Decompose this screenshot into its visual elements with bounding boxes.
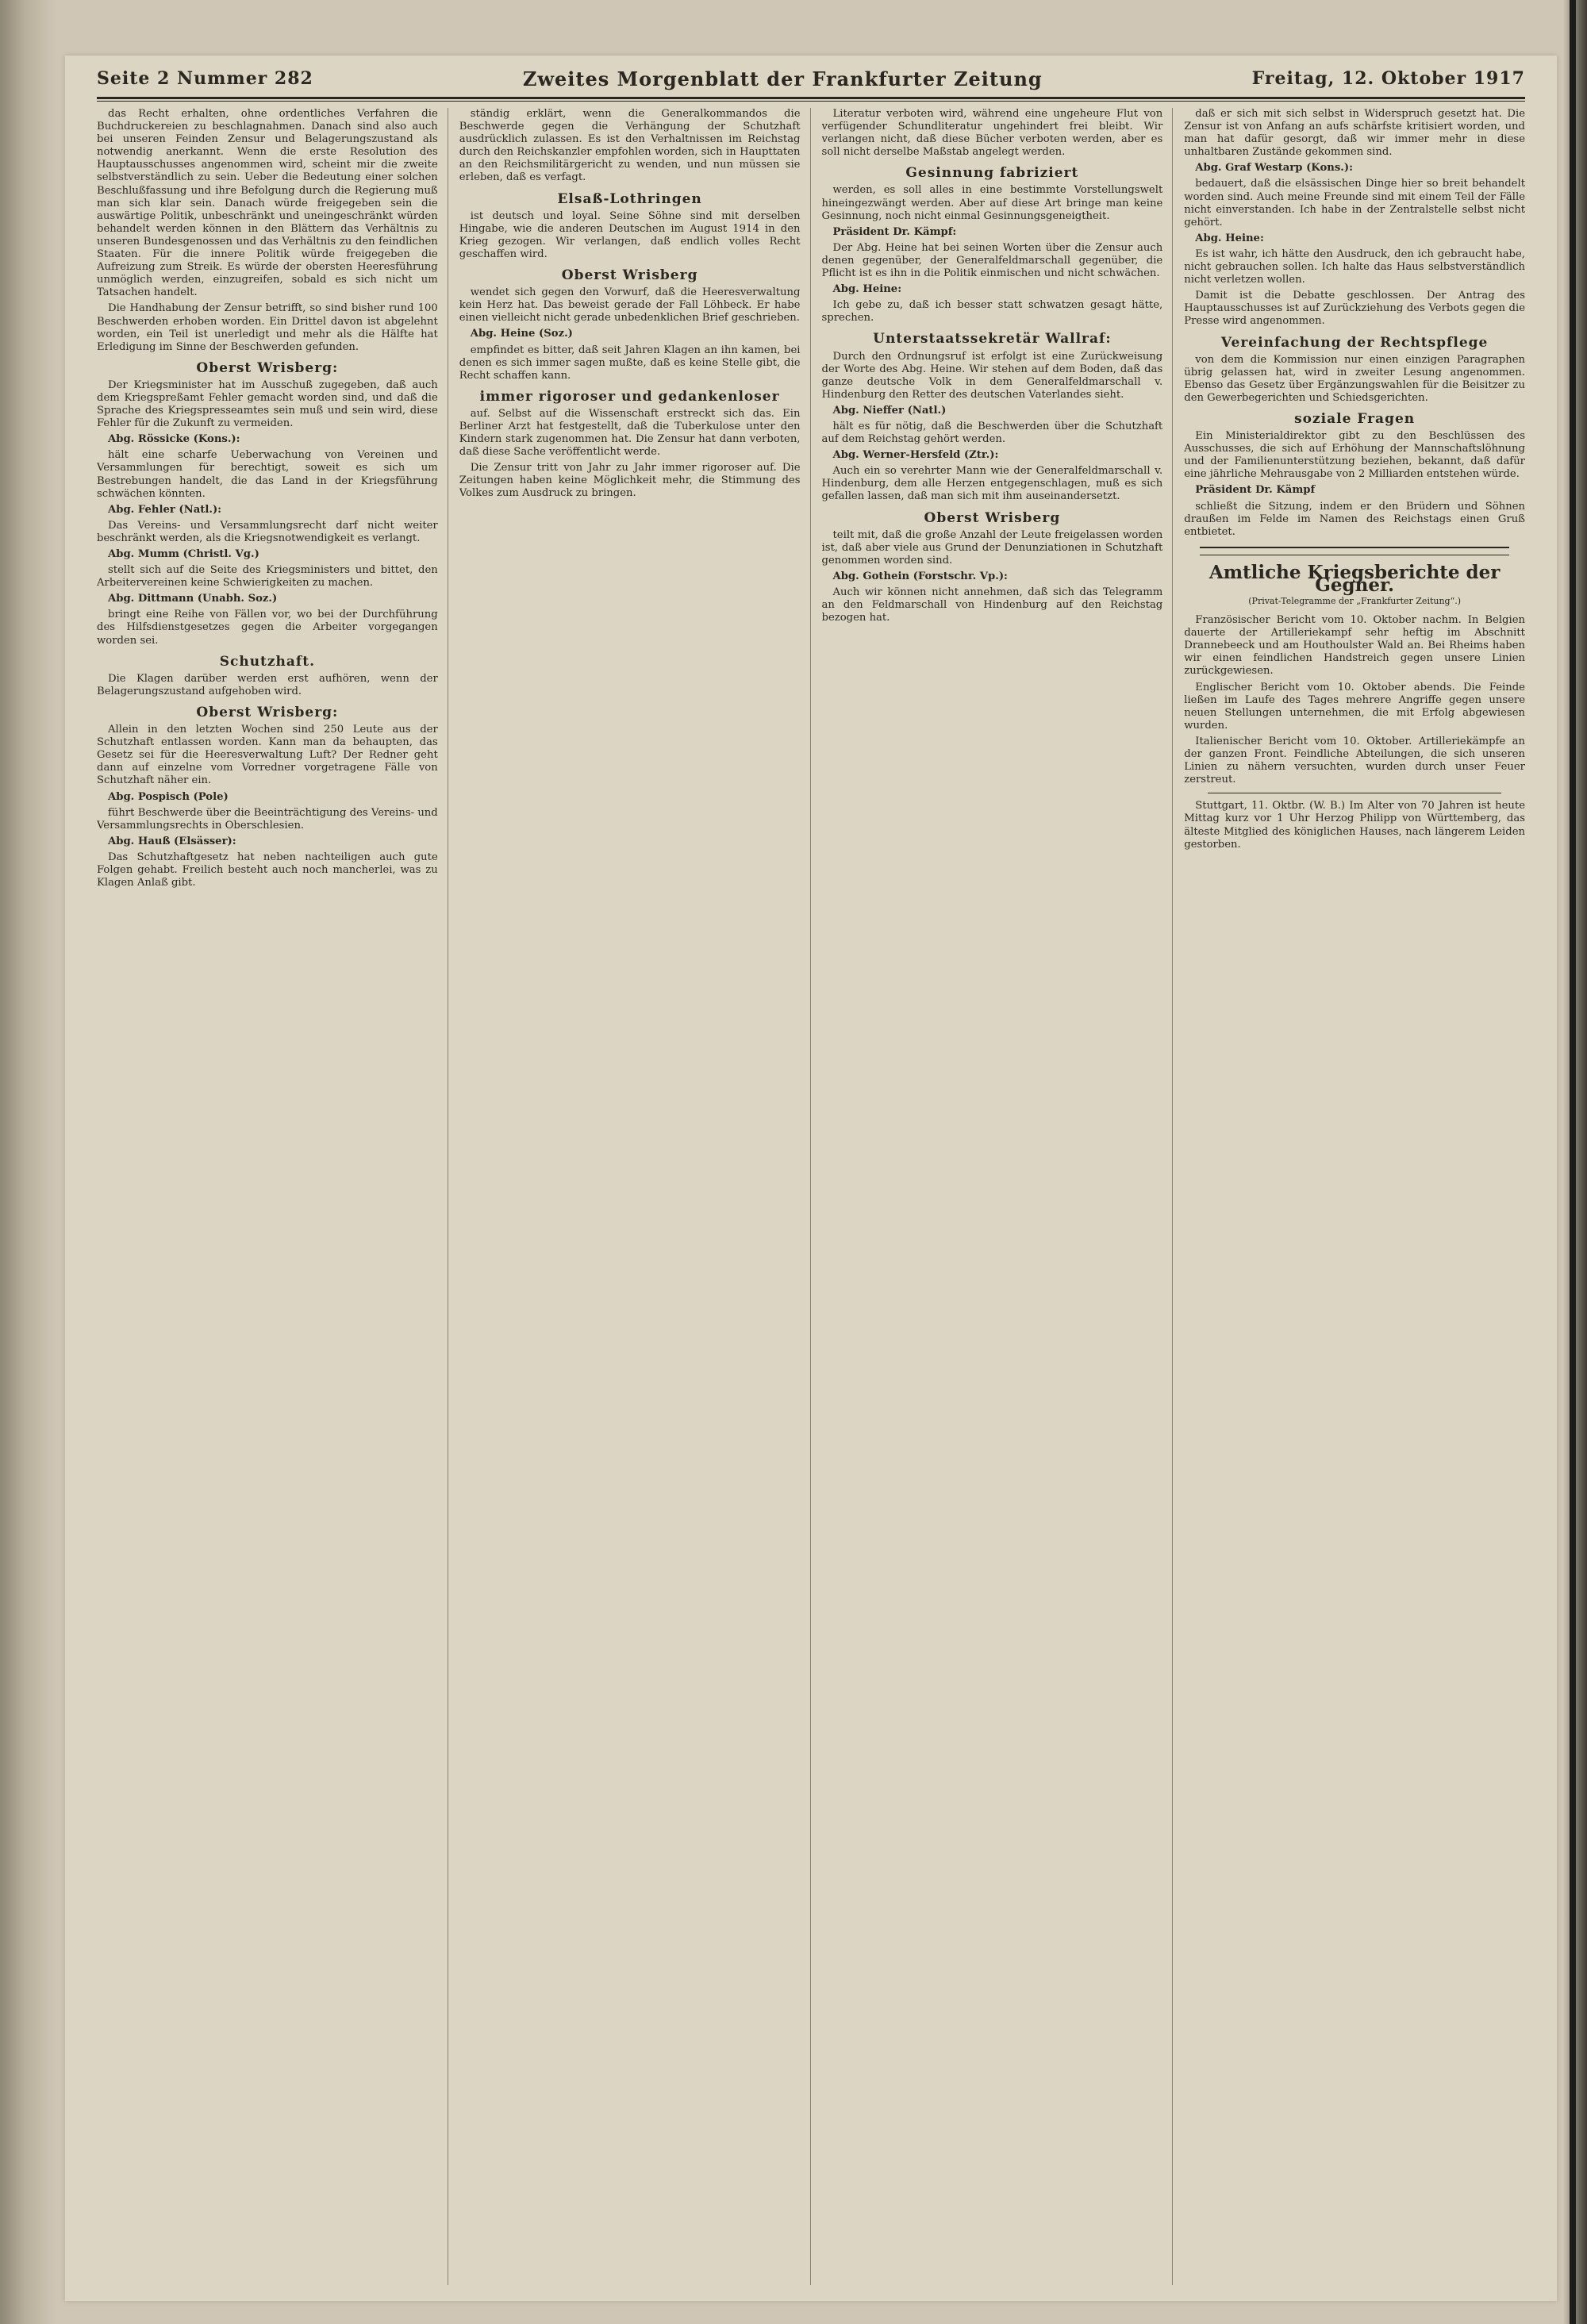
book-binding [0, 0, 56, 2324]
speaker: Abg. Fehler (Natl.): [108, 503, 222, 516]
speaker: Präsident Dr. Kämpf [1195, 484, 1316, 497]
speaker: Abg. Mumm (Christl. Vg.) [108, 548, 259, 560]
paragraph: Auch ein so verehrter Mann wie der Generalfeldmarschall v. Hindenburg, dem alle Herzen entgegenschlagen, muß es sich gefallen lassen, daß man sich mit ihm auseinandersetzt. [821, 465, 1163, 503]
section-heading: Unterstaatssekretär Wallraf: [873, 331, 1112, 348]
paragraph: Auch wir können nicht annehmen, daß sich das Telegramm an den Feldmarschall von Hindenburg auf den Reichstag bezogen hat. [821, 586, 1163, 624]
speaker: Abg. Graf Westarp (Kons.): [1195, 162, 1353, 175]
section-title: Amtliche Kriegsberichte der Gegner. [1209, 561, 1501, 596]
paragraph: empfindet es bitter, daß seit Jahren Klagen an ihn kamen, bei denen es sich immer sagen mußte, daß es keine Stelle gibt, die Recht schaffen kann. [459, 344, 801, 382]
paragraph: Es ist wahr, ich hätte den Ausdruck, den ich gebraucht habe, nicht gebrauchen sollen. Ich halte das Haus selbstverständlich nicht verletzen wollen. [1184, 248, 1525, 286]
newspaper-title: Zweites Morgenblatt der Frankfurter Zeitung [522, 67, 1043, 90]
section-heading: immer rigoroser und gedankenloser [479, 388, 780, 405]
speaker: Präsident Dr. Kämpf: [832, 225, 957, 238]
paragraph: Literatur verboten wird, während eine ungeheure Flut von verfügender Schundliteratur ungehindert frei bleibt. Wir verlangen nicht, daß diese Bücher verboten werden, aber es soll nicht derselbe Maßstab angelegt werden. [821, 108, 1163, 159]
masthead-rule-thin [97, 101, 1525, 102]
column-4 [1184, 108, 1525, 2285]
paragraph: auf. Selbst auf die Wissenschaft erstreckt sich das. Ein Berliner Arzt hat festgestellt, daß die Tuberkulose unter den Kindern stark zugenommen hat. Die Zensur hat dann verboten, daß diese Sache veröffentlicht werde. [459, 407, 801, 459]
paragraph: führt Beschwerde über die Beeinträchtigung des Vereins- und Versammlungsrechts in Oberschlesien. [97, 806, 438, 832]
speaker: Abg. Heine: [832, 283, 902, 296]
paragraph: Englischer Bericht vom 10. Oktober abends. Die Feinde ließen im Laufe des Tages mehrere Angriffe gegen unsere neuen Stellungen unternehmen, die mit Erfolg abgewiesen wurden. [1184, 681, 1525, 732]
paragraph: Die Zensur tritt von Jahr zu Jahr immer rigoroser auf. Die Zeitungen haben keine Möglichkeit mehr, die Stimmung des Volkes zum Ausdruck zu bringen. [459, 462, 801, 500]
section-heading: Oberst Wrisberg: [196, 359, 339, 376]
paragraph: schließt die Sitzung, indem er den Brüdern und Söhnen draußen im Felde im Namen des Reichstags einen Gruß entbietet. [1184, 500, 1525, 538]
issue-date: Freitag, 12. Oktober 1917 [1251, 68, 1525, 89]
paragraph: hält es für nötig, daß die Beschwerden über die Schutzhaft auf dem Reichstag gehört werden. [821, 420, 1163, 446]
paragraph: Das Vereins- und Versammlungsrecht darf nicht weiter beschränkt werden, als die Kriegsnotwendigkeit es verlangt. [97, 519, 438, 544]
masthead [97, 62, 1525, 95]
paragraph: Französischer Bericht vom 10. Oktober nachm. In Belgien dauerte der Artilleriekampf sehr heftig im Abschnitt Drannebeeck und am Houthoulster Wald an. Bei Rheims haben wir einen feindlichen Handstreich gegen unsere Linien zurückgewiesen. [1184, 614, 1525, 678]
paragraph: das Recht erhalten, ohne ordentliches Verfahren die Buchdruckereien zu beschlagnahmen. Danach sind also auch bei unseren Feinden Zensur und Belagerungszustand als notwendig anerkannt. Wenn die erste Resolution des Hauptausschusses angenommen wird, scheint mir die zweite selbstverständlich zu sein. Ueber die Bedeutung einer solchen Beschlußfassung und ihre Befolgung durch die Regierung muß man sich klar sein. Danach würde freigegeben sein die auswärtige Politik, unbeschränkt und uneingeschränkt würden behandelt werden können in den Blättern das Verhältnis zu unseren Bundesgenossen und das Verhältnis zu den feindlichen Staaten. Für die innere Politik würde freigegeben die Aufreizung zum Streik. Es würde der obersten Heeresführung unmöglich werden, einzugreifen, sobald es sich nicht um Tatsachen handelt. [97, 108, 438, 299]
section-heading: Elsaß-Lothringen [557, 190, 702, 207]
speaker: Abg. Heine: [1195, 232, 1264, 244]
paragraph: Der Abg. Heine hat bei seinen Worten über die Zensur auch denen gegenüber, der Generalfeldmarschall gegenüber, die Pflicht ist es ihn in die Politik einmischen und nicht schwächen. [821, 241, 1163, 280]
paragraph: ist deutsch und loyal. Seine Söhne sind mit derselben Hingabe, wie die anderen Deutschen im August 1914 in den Krieg gezogen. Wir verlangen, daß endlich volles Recht geschaffen wird. [459, 209, 801, 260]
section-heading: Oberst Wrisberg: [196, 704, 339, 720]
paragraph: bringt eine Reihe von Fällen vor, wo bei der Durchführung des Hilfsdienstgesetzes gegen die Arbeiter vorgegangen worden sei. [97, 609, 438, 647]
masthead-rule [97, 97, 1525, 99]
section-heading: Schutzhaft. [219, 653, 316, 670]
paragraph: von dem die Kommission nur einen einzigen Paragraphen übrig gelassen hat, wird in zweiter Lesung angenommen. Ebenso das Gesetz über Ergänzungswahlen für die Beisitzer zu den Gewerbegerichten und Schiedsgerichten. [1184, 353, 1525, 404]
speaker: Abg. Rössicke (Kons.): [108, 433, 240, 446]
paragraph: Italienischer Bericht vom 10. Oktober. Artilleriekämpfe an der ganzen Front. Feindliche Abteilungen, die sich unseren Linien zu nähern versuchten, wurden durch unser Feuer zerstreut. [1184, 735, 1525, 786]
speaker: Abg. Dittmann (Unabh. Soz.) [108, 593, 278, 605]
speaker: Abg. Werner-Hersfeld (Ztr.): [832, 449, 999, 462]
paragraph: Allein in den letzten Wochen sind 250 Leute aus der Schutzhaft entlassen worden. Kann man da behaupten, das Gesetz sei für die Heeresverwaltung Luft? Der Redner geht dann auf einzelne vom Vorredner vorgetragene Fälle von Schutzhaft näher ein. [97, 724, 438, 787]
section-subtitle: (Privat-Telegramme der „Frankfurter Zeitung“.) [1248, 596, 1461, 606]
page-number: Seite 2 Nummer 282 [97, 68, 313, 89]
columns [97, 108, 1525, 2285]
section-heading: Oberst Wrisberg [561, 267, 698, 284]
section-heading: soziale Fragen [1294, 410, 1416, 427]
speaker: Abg. Nieffer (Natl.) [832, 404, 947, 417]
paragraph: daß er sich mit sich selbst in Widerspruch gesetzt hat. Die Zensur ist von Anfang an aufs schärfste kritisiert worden, und man hat dafür gesorgt, daß wir immer mehr in diese unhaltbaren Zustände gekommen sind. [1184, 108, 1525, 159]
paragraph: werden, es soll alles in eine bestimmte Vorstellungswelt hineingezwängt werden. Aber auf diese Art bringe man keine Gesinnung, noch nicht einmal Gesinnungsgeneigtheit. [821, 184, 1163, 222]
page-edge [1563, 0, 1587, 2324]
paragraph: ständig erklärt, wenn die Generalkommandos die Beschwerde gegen die Verhängung der Schutzhaft ausdrücklich zulassen. Es ist den Verhaltnissen im Reichstag durch den Reichskanzler empfohlen worden, sich in Haupttaten an den Reichsmilitärgericht zu wenden, und nun müssen sie erleben, daß es verfagt. [459, 108, 801, 184]
newspaper-page [65, 56, 1557, 2301]
section-heading: Vereinfachung der Rechtspflege [1220, 334, 1489, 351]
speaker: Abg. Pospisch (Pole) [108, 790, 229, 803]
speaker: Abg. Hauß (Elsässer): [108, 835, 236, 847]
column-1 [97, 108, 448, 2285]
paragraph: bedauert, daß die elsässischen Dinge hier so breit behandelt worden sind. Auch meine Freunde sind mit einem Teil der Fälle nicht einverstanden. Ich habe in der Zentralstelle selbst nicht gehört. [1184, 178, 1525, 229]
paragraph: Durch den Ordnungsruf ist erfolgt ist eine Zurückweisung der Worte des Abg. Heine. Wir stehen auf dem Boden, daß das ganze deutsche Volk in dem Generalfeldmarschall v. Hindenburg den Retter des deutschen Vaterlandes sieht. [821, 350, 1163, 401]
paragraph: Damit ist die Debatte geschlossen. Der Antrag des Hauptausschusses ist auf Zurückziehung des Verbots gegen die Presse wird angenommen. [1184, 290, 1525, 328]
column-3 [822, 108, 1174, 2285]
paragraph: wendet sich gegen den Vorwurf, daß die Heeresverwaltung kein Herz hat. Das beweist gerade der Fall Löhbeck. Er habe einen vielleicht nicht gerade unbedenklichen Brief geschrieben. [459, 286, 801, 325]
paragraph: Der Kriegsminister hat im Ausschuß zugegeben, daß auch dem Kriegspreßamt Fehler gemacht worden sind, und daß die Sprache des Kriegspresseamtes sein muß und sein wird, diese Fehler für die Zukunft zu vermeiden. [97, 378, 438, 430]
paragraph: Stuttgart, 11. Oktbr. (W. B.) Im Alter von 70 Jahren ist heute Mittag kurz vor 1 Uhr Herzog Philipp von Württemberg, das älteste Mitglied des königlichen Hauses, nach längerem Leiden gestorben. [1184, 800, 1525, 851]
paragraph: Ein Ministerialdirektor gibt zu den Beschlüssen des Ausschusses, die sich auf Erhöhung der Mannschaftslöhnung und der Familienunterstützung beziehen, bekannt, daß dafür eine jährliche Mehrausgabe von 2 Milliarden entstehen würde. [1184, 430, 1525, 481]
paragraph: Ich gebe zu, daß ich besser statt schwatzen gesagt hätte, sprechen. [821, 299, 1163, 325]
paragraph: Die Klagen darüber werden erst aufhören, wenn der Belagerungszustand aufgehoben wird. [97, 672, 438, 697]
speaker: Abg. Gothein (Forstschr. Vp.): [832, 570, 1008, 582]
section-heading: Oberst Wrisberg [924, 509, 1061, 526]
speaker: Abg. Heine (Soz.) [470, 328, 573, 340]
paragraph: hält eine scharfe Ueberwachung von Vereinen und Versammlungen für berechtigt, soweit es sich um Bestrebungen handelt, die das Land in der Kriegsführung schwächen könnten. [97, 449, 438, 500]
paragraph: Das Schutzhaftgesetz hat neben nachteiligen auch gute Folgen gehabt. Freilich besteht auch noch mancherlei, was zu Klagen Anlaß gibt. [97, 851, 438, 889]
paragraph: Die Handhabung der Zensur betrifft, so sind bisher rund 100 Beschwerden erhoben worden. Ein Drittel davon ist abgelehnt worden, ein Teil ist unerledigt und mehr als die Hälfte hat Erledigung im Sinne der Beschwerden gefunden. [97, 302, 438, 353]
column-2 [459, 108, 811, 2285]
paragraph: stellt sich auf die Seite des Kriegsministers und bittet, den Arbeitervereinen keine Schwierigkeiten zu machen. [97, 564, 438, 590]
dark-edge-stripe [1570, 0, 1576, 2324]
paragraph: teilt mit, daß die große Anzahl der Leute freigelassen worden ist, daß aber viele aus Grund der Denunziationen in Schutzhaft genommen worden sind. [821, 528, 1163, 567]
section-heading: Gesinnung fabriziert [905, 165, 1079, 182]
section-divider [1200, 547, 1509, 555]
